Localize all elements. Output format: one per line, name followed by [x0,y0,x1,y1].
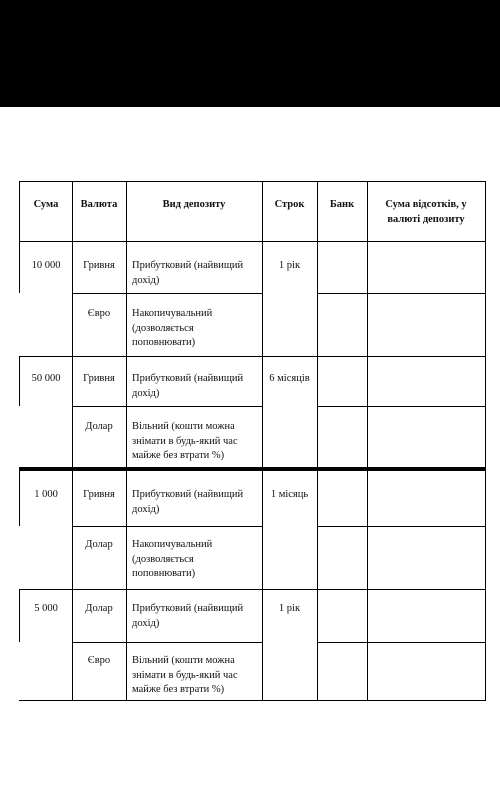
top-black-bar [0,0,500,107]
table-bottom-border [19,700,486,701]
amount-cell: 5 000 [34,603,58,614]
deposit-type-cell: Вільний (кошти можна знімати в будь-який час майже без втрати %) [132,421,238,461]
col-divider [126,181,127,701]
header-bank: Банк [329,199,355,210]
deposit-type-cell: Накопичувальний (дозволяється поповнювати) [132,308,213,348]
group-divider [19,589,486,590]
row-divider [72,293,262,294]
amount-cell: 50 000 [31,373,61,384]
deposit-type-cell: Прибутковий (найвищий дохід) [132,489,244,515]
amount-cell: 10 000 [31,260,61,271]
currency-cell: Євро [87,308,111,319]
row-divider [317,293,486,294]
currency-cell: Долар [85,421,113,432]
row-divider [72,642,262,643]
term-cell: 6 місяців [269,373,310,384]
table-top-border [19,181,486,182]
currency-cell: Євро [87,655,111,666]
currency-cell: Гривня [83,260,115,271]
currency-cell: Долар [85,539,113,550]
right-border [485,181,486,701]
term-cell: 1 місяць [270,489,309,500]
row-divider [317,526,486,527]
deposit-type-cell: Накопичувальний (дозволяється поповнювати) [132,539,213,579]
currency-cell: Гривня [83,489,115,500]
header-bottom-border [19,241,486,242]
header-term: Строк [274,199,305,210]
currency-cell: Долар [85,603,113,614]
left-border [19,181,20,293]
amount-cell: 1 000 [34,489,58,500]
deposit-type-cell: Прибутковий (найвищий дохід) [132,603,244,629]
row-divider [317,406,486,407]
group-divider [19,356,486,357]
header-interest: Сума відсотків, у валюті депозиту [385,199,467,225]
col-divider [367,181,368,701]
term-cell: 1 рік [278,603,301,614]
row-divider [72,526,262,527]
deposit-type-cell: Прибутковий (найвищий дохід) [132,260,244,286]
header-deposit-type: Вид депозиту [162,199,226,210]
col-divider [317,181,318,701]
header-sum: Сума [33,199,59,210]
group-divider-thick [19,467,486,471]
currency-cell: Гривня [83,373,115,384]
header-currency: Валюта [80,199,118,210]
deposit-type-cell: Вільний (кошти можна знімати в будь-який час майже без втрати %) [132,655,238,695]
row-divider [72,406,262,407]
term-cell: 1 рік [278,260,301,271]
row-divider [317,642,486,643]
deposit-type-cell: Прибутковий (найвищий дохід) [132,373,244,399]
